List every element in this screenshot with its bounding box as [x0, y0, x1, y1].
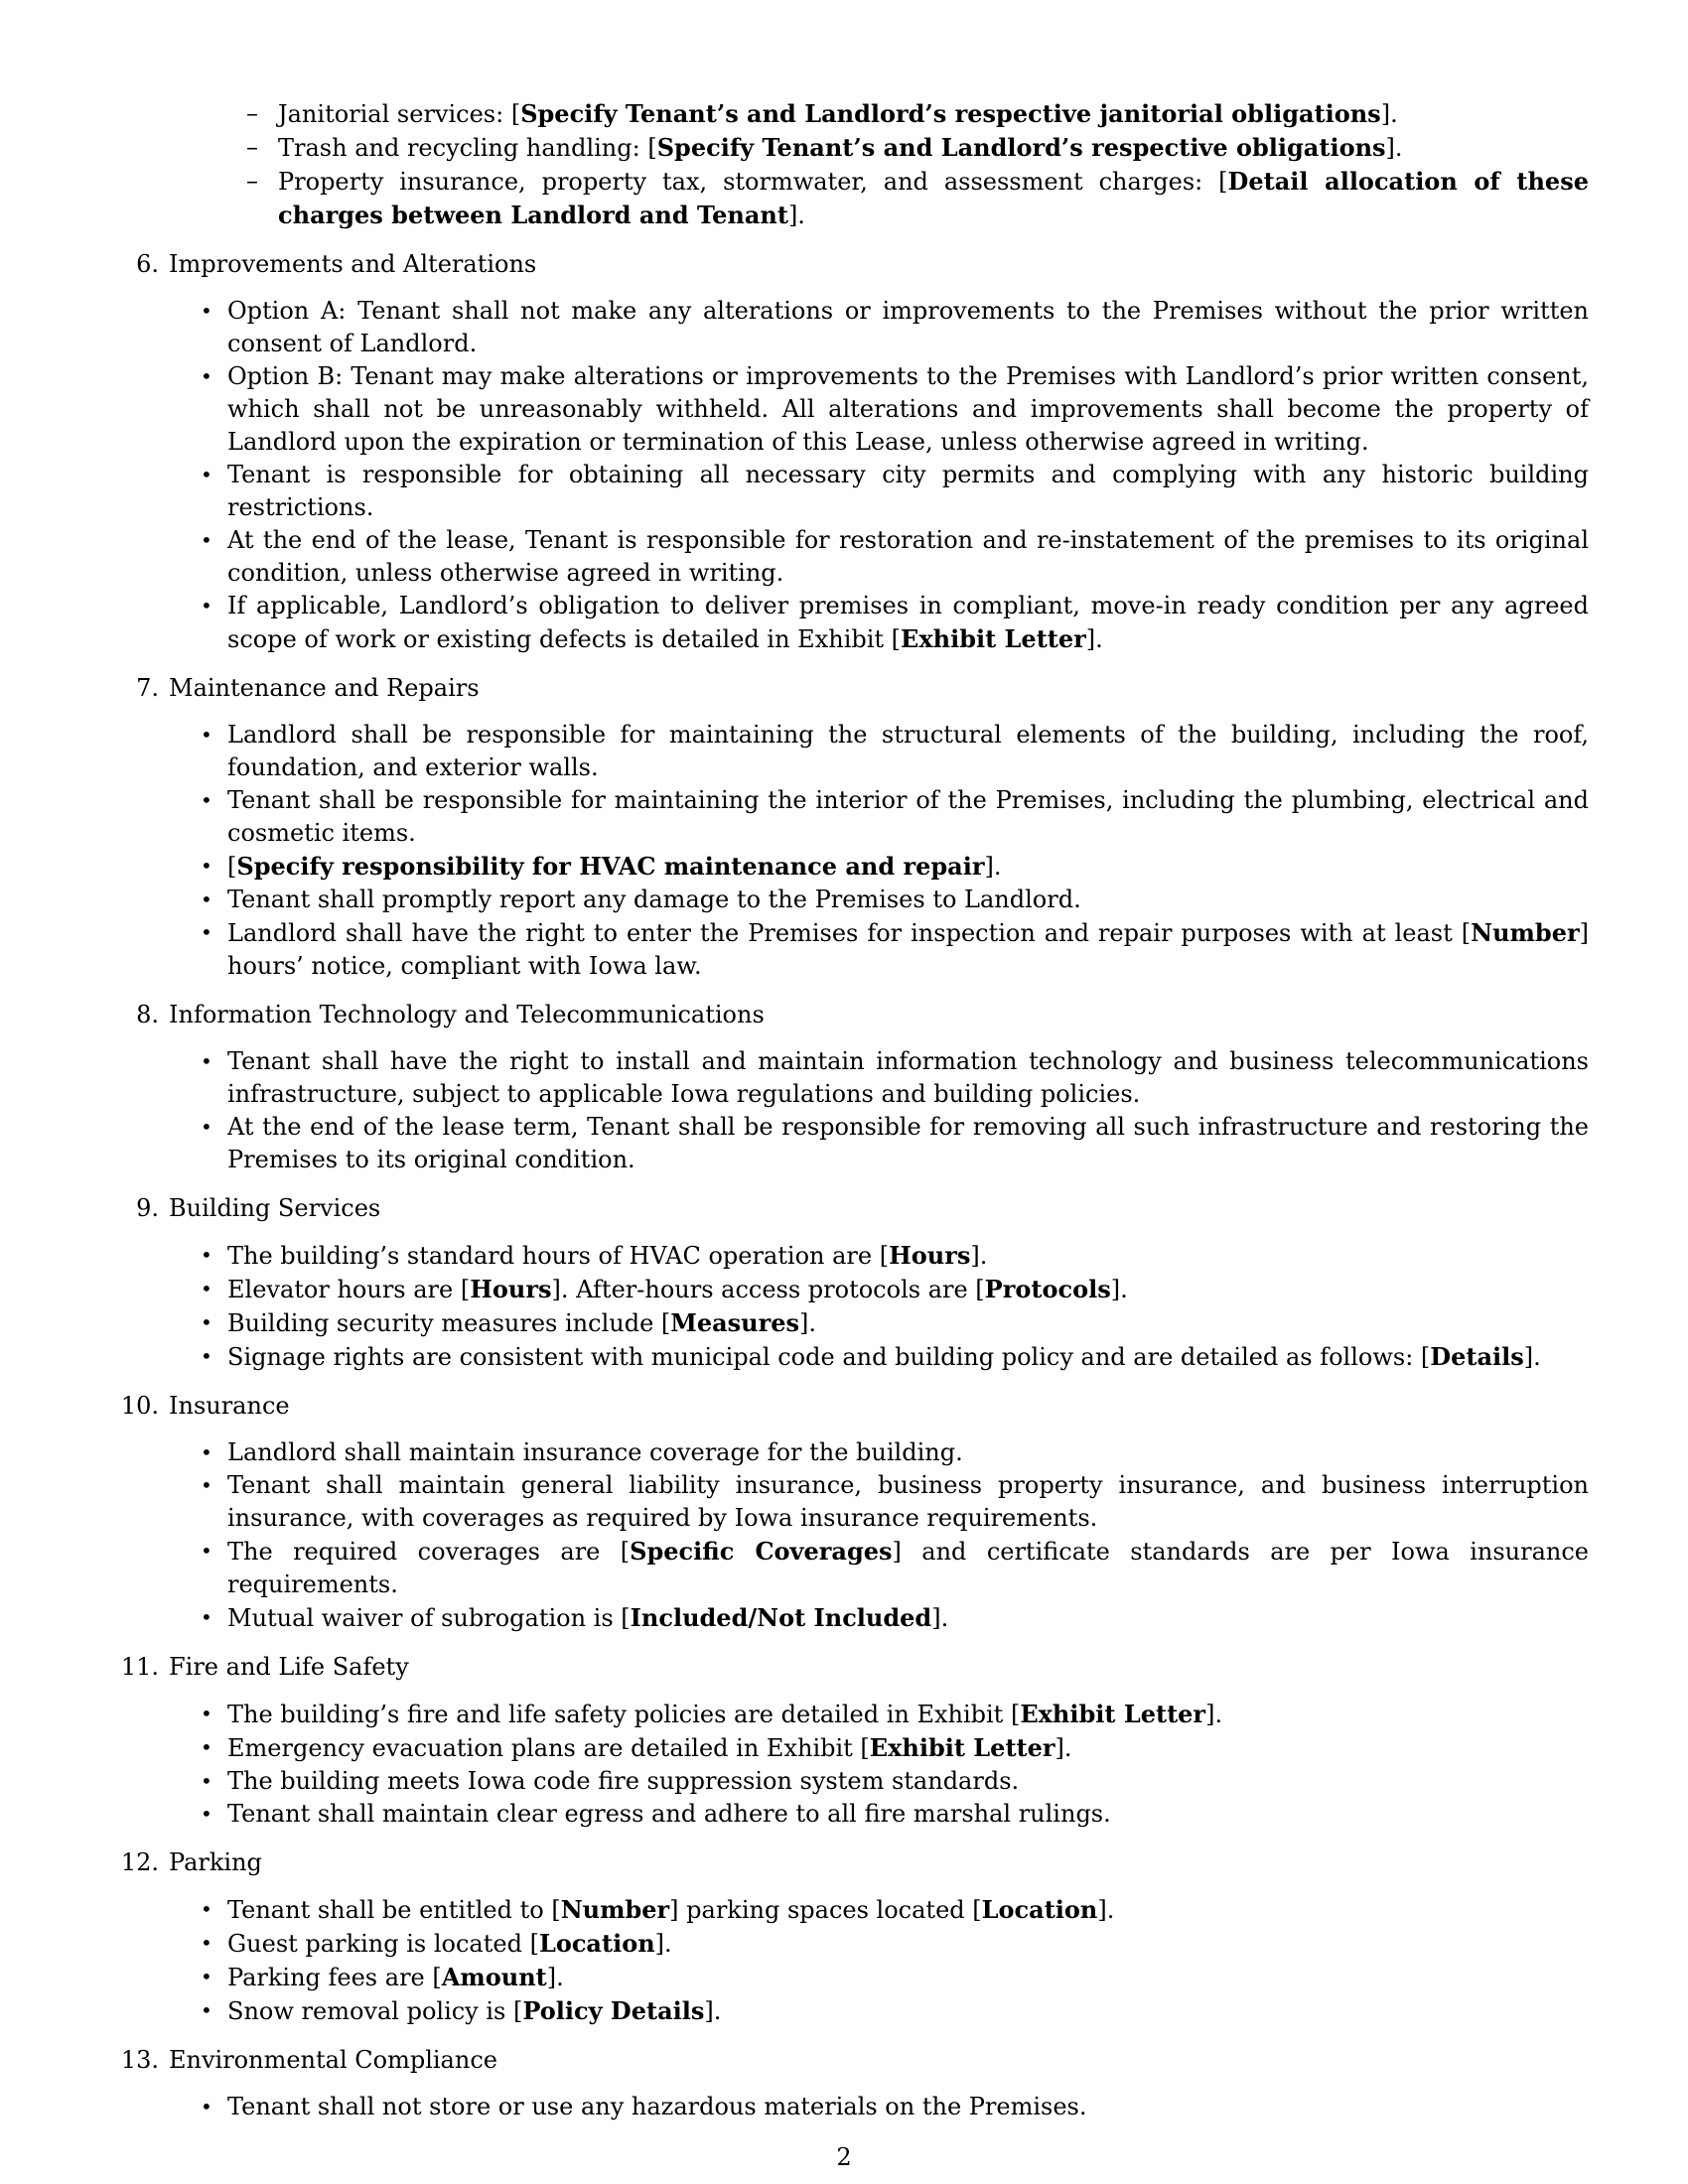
text-segment: The required coverages are [: [227, 1538, 631, 1566]
bullet-icon: •: [201, 920, 212, 944]
dash-marker: –: [246, 99, 258, 127]
bullet-list: [119, 1893, 1589, 2028]
text-segment: Guest parking is located [: [227, 1930, 539, 1958]
bullet-icon: •: [201, 1243, 212, 1267]
text-segment: Tenant shall maintain general liability insurance, business property insurance, and business interruption insurance, with coverages as required by Iowa insurance requirements.: [227, 1471, 1589, 1532]
list-item: [119, 884, 1589, 916]
text-segment: ].: [799, 1309, 817, 1337]
text-segment: At the end of the lease, Tenant is responsible for restoration and re-instatement of the premises to its original condition, unless otherwise agreed in writing.: [227, 526, 1589, 587]
list-item: [119, 1765, 1589, 1798]
bullet-list: [119, 1436, 1589, 1635]
section-title: Parking: [169, 1848, 262, 1876]
placeholder-field: Specify responsibility for HVAC maintenance and repair: [236, 852, 985, 881]
text-segment: ].: [704, 1997, 722, 2025]
text-segment: ].: [1380, 100, 1398, 128]
page-number: 2: [836, 2143, 852, 2171]
text-segment: ].: [1523, 1343, 1541, 1371]
text-segment: Snow removal policy is [: [227, 1997, 523, 2025]
list-item: [119, 1994, 1589, 2028]
list-item: [119, 2091, 1589, 2123]
bullet-list: [119, 1239, 1589, 1374]
bullet-icon: •: [201, 1802, 212, 1826]
bullet-icon: •: [201, 1344, 212, 1368]
bullet-icon: •: [201, 1965, 212, 1988]
section-number: 6.: [136, 250, 159, 278]
section-number: 12.: [120, 1848, 159, 1876]
placeholder-field: Specify Tenant’s and Landlord’s respective janitorial obligations: [520, 99, 1381, 128]
bullet-icon: •: [201, 364, 212, 388]
text-segment: Option A: Tenant shall not make any alterations or improvements to the Premises without the prior written consent of Landlord.: [227, 297, 1589, 357]
section: [119, 1846, 1589, 2028]
text-segment: Tenant is responsible for obtaining all necessary city permits and complying with any historic building restrictions.: [227, 461, 1589, 521]
sections-container: [119, 248, 1589, 2123]
section: [119, 2044, 1589, 2123]
placeholder-field: Measures: [670, 1308, 800, 1337]
section-number: 8.: [136, 1001, 159, 1028]
text-segment: ].: [1110, 1276, 1128, 1303]
section: [119, 1651, 1589, 1831]
list-item: [119, 524, 1589, 590]
text-segment: [: [227, 853, 237, 881]
section-heading: [119, 248, 1589, 281]
bullet-icon: •: [201, 723, 212, 747]
bullet-icon: •: [201, 887, 212, 911]
section-title: Insurance: [169, 1392, 290, 1420]
text-segment: Trash and recycling handling: [: [278, 134, 657, 162]
section: [119, 999, 1589, 1176]
text-segment: Emergency evacuation plans are detailed in Exhibit [: [227, 1734, 870, 1762]
bullet-icon: •: [201, 1440, 212, 1464]
placeholder-field: Amount: [441, 1963, 547, 1991]
text-segment: Property insurance, property tax, stormwater, and assessment charges: [: [278, 168, 1228, 196]
list-item: [119, 1535, 1589, 1601]
placeholder-field: Policy Details: [522, 1996, 705, 2025]
section-title: Information Technology and Telecommunications: [169, 1001, 765, 1028]
section: [119, 672, 1589, 983]
section-number: 11.: [120, 1653, 159, 1681]
list-item: [119, 1893, 1589, 1927]
text-segment: Option B: Tenant may make alterations or improvements to the Premises with Landlord’s prior written consent, which shall not be unreasonably withheld. All alterations and improvements shall become the property of Landlord upon the expiration or termination of this Lease, unless otherwise agreed in writing.: [227, 362, 1589, 456]
text-segment: ] parking spaces located [: [669, 1896, 982, 1924]
section-number: 9.: [136, 1194, 159, 1222]
bullet-icon: •: [201, 788, 212, 812]
bullet-icon: •: [201, 1897, 212, 1921]
placeholder-field: Number: [560, 1895, 670, 1924]
placeholder-field: Protocols: [984, 1275, 1111, 1303]
section-heading: [119, 999, 1589, 1031]
text-segment: ]. After-hours access protocols are [: [551, 1276, 985, 1303]
dash-marker: –: [246, 167, 258, 195]
text-segment: ] hours’ notice, compliant with Iowa law.: [227, 919, 1589, 980]
text-segment: ].: [1385, 134, 1403, 162]
text-segment: The building meets Iowa code fire suppression system standards.: [227, 1767, 1020, 1795]
text-segment: Tenant shall maintain clear egress and adhere to all fire marshal rulings.: [227, 1800, 1111, 1828]
text-segment: Tenant shall have the right to install and maintain information technology and business telecommunications infrastructure, subject to applicable Iowa regulations and building policies.: [227, 1047, 1589, 1108]
text-segment: If applicable, Landlord’s obligation to deliver premises in compliant, move-in ready condition per any agreed scope of work or existing defects is detailed in Exhibit [: [227, 592, 1589, 653]
bullet-icon: •: [201, 1473, 212, 1497]
list-item: [119, 850, 1589, 884]
section-title: Maintenance and Repairs: [169, 674, 480, 702]
list-item: [119, 719, 1589, 784]
list-item: [119, 295, 1589, 360]
section-heading: [119, 2044, 1589, 2077]
text-segment: The building’s fire and life safety policies are detailed in Exhibit [: [227, 1701, 1021, 1728]
list-item: [119, 1045, 1589, 1111]
section-number: 13.: [120, 2046, 159, 2074]
text-segment: Tenant shall promptly report any damage to the Premises to Landlord.: [227, 886, 1081, 913]
section-heading: [119, 1846, 1589, 1879]
list-item: [119, 1961, 1589, 1994]
bullet-list: [119, 295, 1589, 656]
text-segment: The building’s standard hours of HVAC operation are [: [227, 1242, 890, 1270]
list-item: [119, 1340, 1589, 1374]
text-segment: ].: [1205, 1701, 1223, 1728]
bullet-icon: •: [201, 1605, 212, 1629]
text-segment: Elevator hours are [: [227, 1276, 471, 1303]
list-item: [119, 459, 1589, 524]
list-item: [119, 1306, 1589, 1340]
list-item: [119, 1731, 1589, 1765]
list-item: [119, 1698, 1589, 1731]
placeholder-field: Details: [1430, 1342, 1524, 1371]
text-segment: Janitorial services: [: [278, 100, 521, 128]
bullet-icon: •: [201, 1049, 212, 1073]
placeholder-field: Number: [1471, 918, 1580, 947]
list-item: [119, 360, 1589, 459]
text-segment: At the end of the lease term, Tenant shall be responsible for removing all such infrastructure and restoring the Premises to its original condition.: [227, 1113, 1589, 1173]
placeholder-field: Detail allocation of these charges between Landlord and Tenant: [278, 167, 1589, 229]
dash-marker: –: [246, 133, 258, 161]
bullet-icon: •: [201, 299, 212, 323]
section-heading: [119, 1390, 1589, 1423]
placeholder-field: Specific Coverages: [630, 1537, 893, 1566]
text-segment: Tenant shall be responsible for maintaining the interior of the Premises, including the plumbing, electrical and cosmetic items.: [227, 786, 1589, 847]
bullet-list: [119, 2091, 1589, 2123]
text-segment: ].: [1055, 1734, 1072, 1762]
placeholder-field: Hours: [889, 1241, 971, 1270]
list-item: [119, 916, 1589, 983]
bullet-list: [119, 1698, 1589, 1831]
section: [119, 248, 1589, 656]
section-heading: [119, 1192, 1589, 1225]
list-item: [119, 590, 1589, 656]
text-segment: ].: [1097, 1896, 1115, 1924]
section-title: Improvements and Alterations: [169, 250, 537, 278]
text-segment: ].: [984, 853, 1002, 881]
bullet-icon: •: [201, 1931, 212, 1955]
placeholder-field: Location: [538, 1929, 655, 1958]
placeholder-field: Included/Not Included: [630, 1603, 932, 1632]
sublist-item: [119, 97, 1589, 131]
bullet-icon: •: [201, 528, 212, 552]
sublist-item: [119, 131, 1589, 165]
section-heading: [119, 672, 1589, 705]
section-heading: [119, 1651, 1589, 1684]
section-number: 7.: [136, 674, 159, 702]
bullet-icon: •: [201, 1998, 212, 2022]
list-item: [119, 784, 1589, 850]
placeholder-field: Exhibit Letter: [901, 624, 1086, 653]
text-segment: Tenant shall not store or use any hazardous materials on the Premises.: [227, 2093, 1087, 2120]
text-segment: ].: [546, 1964, 564, 1991]
text-segment: Building security measures include [: [227, 1309, 671, 1337]
bullet-icon: •: [201, 2095, 212, 2118]
text-segment: Signage rights are consistent with municipal code and building policy and are detailed as follows: [: [227, 1343, 1431, 1371]
bullet-icon: •: [201, 1735, 212, 1759]
bullet-icon: •: [201, 1769, 212, 1793]
section: [119, 1390, 1589, 1635]
text-segment: Landlord shall be responsible for maintaining the structural elements of the building, including the roof, foundation, and exterior walls.: [227, 721, 1589, 781]
list-item: [119, 1927, 1589, 1961]
list-item: [119, 1469, 1589, 1535]
bullet-icon: •: [201, 854, 212, 878]
document-body: [119, 97, 1589, 2123]
text-segment: ].: [654, 1930, 672, 1958]
placeholder-field: Location: [981, 1895, 1098, 1924]
text-segment: ].: [1085, 625, 1103, 653]
text-segment: Parking fees are [: [227, 1964, 442, 1991]
section-number: 10.: [120, 1392, 159, 1420]
text-segment: Tenant shall be entitled to [: [227, 1896, 561, 1924]
bullet-icon: •: [201, 1310, 212, 1334]
section-title: Environmental Compliance: [169, 2046, 497, 2074]
placeholder-field: Exhibit Letter: [869, 1733, 1055, 1762]
continued-sublist: [119, 97, 1589, 232]
text-segment: ] and certificate standards are per Iowa insurance requirements.: [227, 1538, 1589, 1598]
placeholder-field: Specify Tenant’s and Landlord’s respective obligations: [656, 133, 1386, 162]
text-segment: Mutual waiver of subrogation is [: [227, 1604, 631, 1632]
list-item: [119, 1111, 1589, 1176]
placeholder-field: Hours: [470, 1275, 552, 1303]
text-segment: Landlord shall have the right to enter the Premises for inspection and repair purposes with at least [: [227, 919, 1472, 947]
text-segment: Landlord shall maintain insurance coverage for the building.: [227, 1438, 963, 1466]
list-item: [119, 1436, 1589, 1469]
list-item: [119, 1601, 1589, 1635]
bullet-icon: •: [201, 1115, 212, 1139]
bullet-icon: •: [201, 1702, 212, 1725]
list-item: [119, 1798, 1589, 1831]
list-item: [119, 1239, 1589, 1273]
text-segment: ].: [787, 202, 805, 229]
section-title: Fire and Life Safety: [169, 1653, 409, 1681]
bullet-icon: •: [201, 1277, 212, 1300]
list-item: [119, 1273, 1589, 1306]
bullet-list: [119, 719, 1589, 983]
sublist-item: [119, 165, 1589, 232]
bullet-list: [119, 1045, 1589, 1176]
bullet-icon: •: [201, 463, 212, 486]
section: [119, 1192, 1589, 1374]
section-title: Building Services: [169, 1194, 381, 1222]
placeholder-field: Exhibit Letter: [1020, 1700, 1206, 1728]
bullet-icon: •: [201, 1539, 212, 1563]
text-segment: ].: [970, 1242, 988, 1270]
text-segment: ].: [931, 1604, 949, 1632]
bullet-icon: •: [201, 594, 212, 617]
